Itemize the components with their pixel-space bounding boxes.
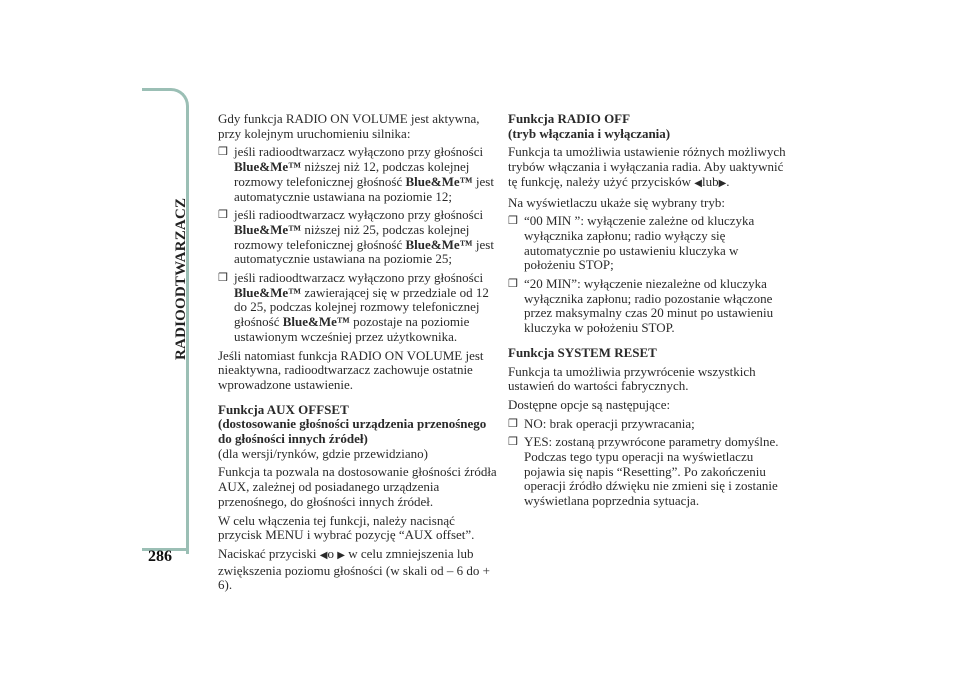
section-heading: Funkcja AUX OFFSET <box>218 401 349 417</box>
paragraph: Funkcja ta pozwala na dostosowanie głośności źródła AUX, zależnej od posiadanego urządzenia przenośnego, do głośności innych źródeł. <box>218 464 497 509</box>
checkbox-bullet-icon: ❒ <box>218 272 228 285</box>
paragraph: W celu włączenia tej funkcji, należy nacisnąć przycisk MENU i wybrać pozycję “AUX offset”. <box>218 512 475 543</box>
list-item: ❒ “20 MIN”: wyłączenie niezależne od kluczyka wyłącznika zapłonu; radio pozostanie włączone przez maksymalny czas 20 minut po ustawieniu kluczyka w położeniu STOP. <box>508 276 774 336</box>
right-arrow-icon: ▶ <box>718 177 727 189</box>
checkbox-bullet-icon: ❒ <box>508 215 518 228</box>
availability-note: (dla wersji/rynków, gdzie przewidziano) <box>218 445 428 461</box>
list-item: ❒ jeśli radioodtwarzacz wyłączono przy głośności Blue&Me™ zawierającej się w przedziale od 12 do 25, podczas kolejnej rozmowy telefonicznej głośność Blue&Me™ pozostaje na poziomie ustawionym wcześniej przez użytkownika. <box>218 270 489 344</box>
paragraph: Gdy funkcja RADIO ON VOLUME jest aktywna, przy kolejnym uruchomieniu silnika: <box>218 111 480 141</box>
checkbox-bullet-icon: ❒ <box>508 436 518 449</box>
paragraph: Funkcja ta umożliwia przywrócenie wszystkich ustawień do wartości fabrycznych. <box>508 363 756 394</box>
list-item: ❒ YES: zostaną przywrócone parametry domyślne. Podczas tego typu operacji na wyświetlaczu pojawia się napis “Resetting”. Po zakończeniu operacji źródło dźwięku nie zmieni się i zostanie wyświetlana poprzednia sytuacja. <box>508 434 779 509</box>
section-subheading: (tryb włączania i wyłączania) <box>508 125 671 141</box>
list-item: ❒ “00 MIN ”: wyłączenie zależne od kluczyka wyłącznika zapłonu; radio wyłączy się automatycznie po ustawieniu kluczyka w położeniu STOP; <box>508 213 755 273</box>
paragraph: Naciskać przyciski ◀o ▶ w celu zmniejszenia lub zwiększenia poziomu głośności (w skali od – 6 do + 6). <box>218 545 490 593</box>
paragraph: Funkcja ta umożliwia ustawienie różnych możliwych trybów włączania i wyłączania radia. Aby uaktywnić tę funkcję, należy użyć przycisków ◀lub▶. <box>508 144 786 189</box>
right-column <box>508 112 788 513</box>
list-item: ❒ NO: brak operacji przywracania; <box>508 415 695 431</box>
left-arrow-icon: ◀ <box>694 177 702 189</box>
checkbox-bullet-icon: ❒ <box>508 278 518 291</box>
section-heading: Funkcja SYSTEM RESET <box>508 344 657 360</box>
paragraph: Na wyświetlaczu ukaże się wybrany tryb: <box>508 194 725 210</box>
paragraph: Dostępne opcje są następujące: <box>508 396 671 412</box>
left-column <box>218 112 498 597</box>
right-arrow-icon: ▶ <box>337 549 345 561</box>
list-item: ❒ jeśli radioodtwarzacz wyłączono przy głośności Blue&Me™ niższej niż 25, podczas kolejnej rozmowy telefonicznej głośność Blue&Me™ jest automatycznie ustawiana na poziomie 25; <box>218 207 494 267</box>
left-arrow-icon: ◀ <box>319 549 328 561</box>
list-item: ❒ jeśli radioodtwarzacz wyłączono przy głośności Blue&Me™ niższej niż 12, podczas kolejnej rozmowy telefonicznej głośność Blue&Me™ jest automatycznie ustawiana na poziomie 12; <box>218 144 494 204</box>
section-subheading: (dostosowanie głośności urządzenia przenośnego do głośności innych źródeł) <box>218 416 487 447</box>
checkbox-bullet-icon: ❒ <box>218 146 228 159</box>
checkbox-bullet-icon: ❒ <box>218 209 228 222</box>
section-tab: RADIOODTWARZACZ <box>173 197 189 360</box>
checkbox-bullet-icon: ❒ <box>508 417 518 430</box>
page-number: 286 <box>148 548 172 565</box>
section-heading: Funkcja RADIO OFF <box>508 111 631 126</box>
paragraph: Jeśli natomiast funkcja RADIO ON VOLUME jest nieaktywna, radioodtwarzacz zachowuje ostatnie wprowadzone ustawienie. <box>218 347 484 392</box>
